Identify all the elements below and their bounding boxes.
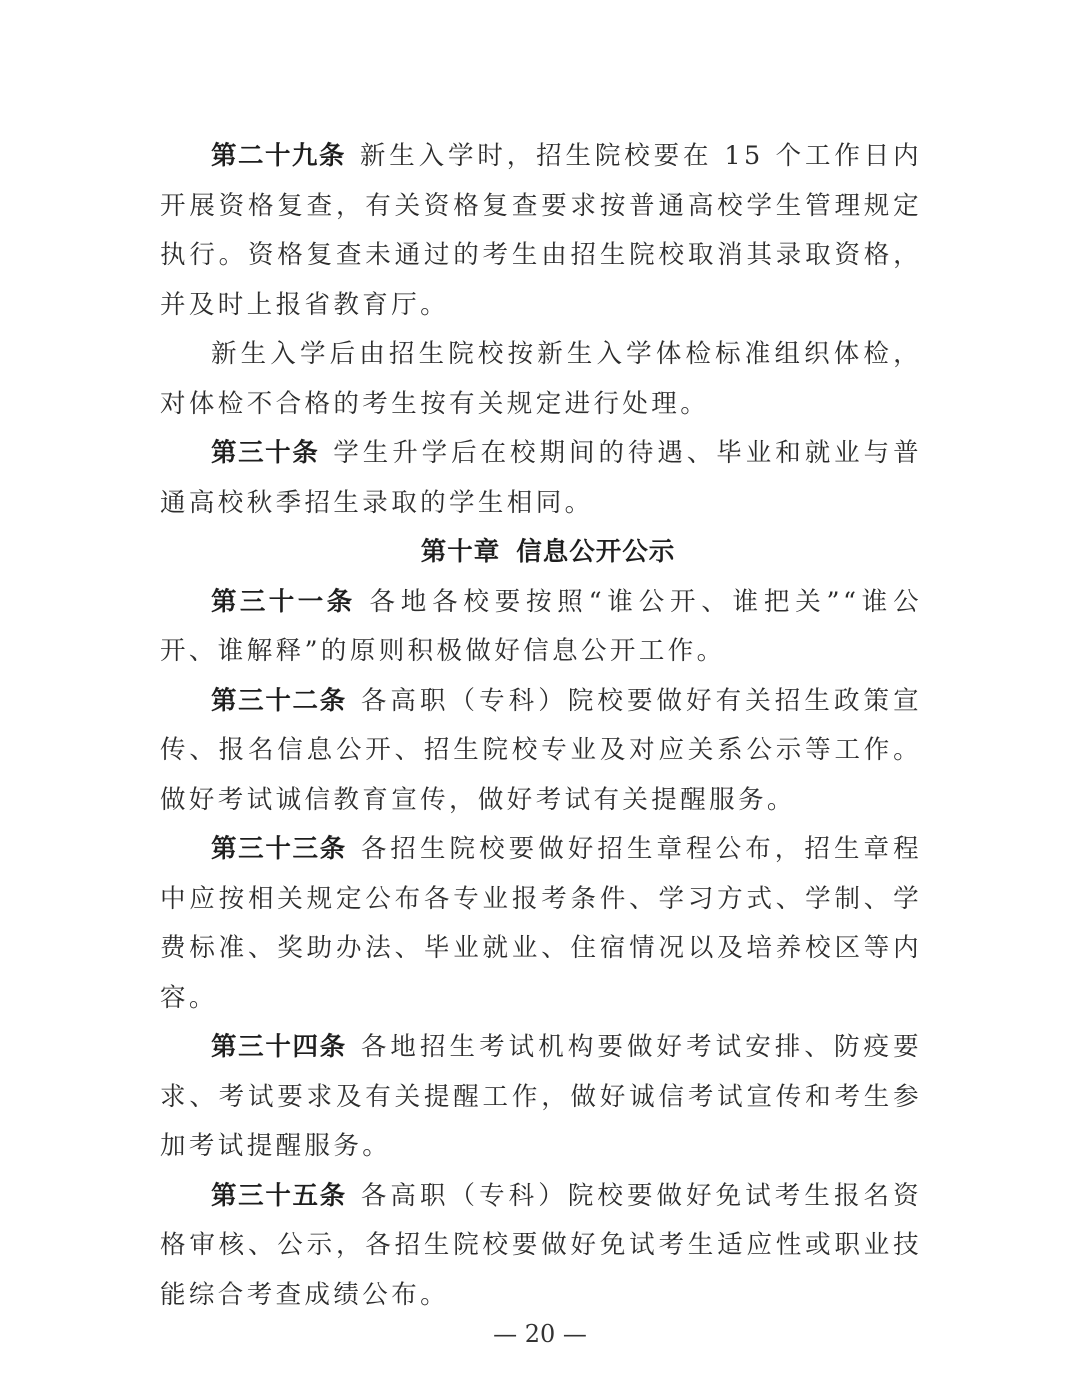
article-heading: 第三十条: [211, 438, 320, 468]
article-text: 各高职（专科）院校要做好有关招生政策宣传、报名信息公开、招生院校专业及对应关系公示等工作。做好考试诚信教育宣传，做好考试有关提醒服务。: [160, 685, 922, 815]
article-32-paragraph: [160, 677, 922, 826]
paragraph-text: 新生入学后由招生院校按新生入学体检标准组织体检，对体检不合格的考生按有关规定进行处理。: [160, 339, 922, 419]
article-heading: 第三十五条: [211, 1180, 347, 1211]
article-heading: 第三十一条: [211, 586, 356, 617]
document-body: [160, 132, 922, 1320]
article-30-paragraph: [160, 429, 922, 528]
page-number: — 20 —: [493, 1320, 587, 1348]
article-34-paragraph: [160, 1023, 922, 1172]
chapter-number: 第十章: [420, 537, 501, 567]
article-text: 新生入学时，招生院校要在 15 个工作日内开展资格复查，有关资格复查要求按普通高校学生管理规定执行。资格复查未通过的考生由招生院校取消其录取资格，并及时上报省教育厅。: [160, 141, 922, 320]
article-heading: 第三十四条: [211, 1032, 347, 1062]
article-heading: 第三十二条: [211, 685, 347, 716]
physical-exam-paragraph: [160, 330, 922, 429]
article-text: 各招生院校要做好招生章程公布，招生章程中应按相关规定公布各专业报考条件、学习方式、学制、学费标准、奖助办法、毕业就业、住宿情况以及培养校区等内容。: [160, 834, 922, 1013]
article-text: 各地各校要按照“谁公开、谁把关”“谁公开、谁解释”的原则积极做好信息公开工作。: [160, 586, 922, 666]
article-text: 各高职（专科）院校要做好免试考生报名资格审核、公示，各招生院校要做好免试考生适应性或职业技能综合考查成绩公布。: [160, 1180, 922, 1310]
article-text: 各地招生考试机构要做好考试安排、防疫要求、考试要求及有关提醒工作，做好诚信考试宣传和考生参加考试提醒服务。: [160, 1032, 922, 1161]
article-heading: 第三十三条: [211, 834, 347, 864]
article-heading: 第二十九条: [211, 141, 346, 171]
article-33-paragraph: [160, 825, 922, 1023]
article-35-paragraph: [160, 1172, 922, 1321]
chapter-heading: [160, 528, 922, 578]
chapter-title: 信息公开公示: [516, 537, 676, 567]
article-29-paragraph: [160, 132, 922, 330]
article-text: 学生升学后在校期间的待遇、毕业和就业与普通高校秋季招生录取的学生相同。: [160, 438, 922, 518]
article-31-paragraph: [160, 578, 922, 677]
